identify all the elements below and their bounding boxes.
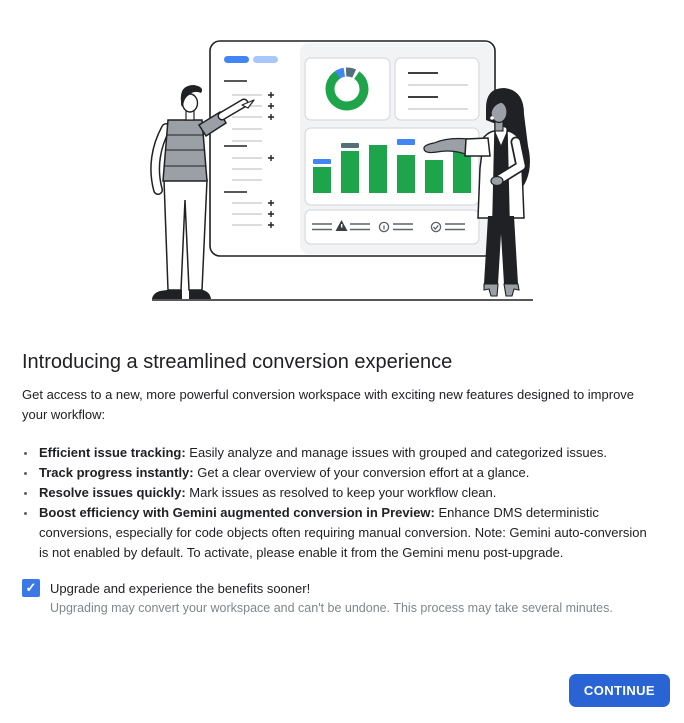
dialog-title: Introducing a streamlined conversion experience xyxy=(22,351,453,373)
feature-body: Get a clear overview of your conversion effort at a glance. xyxy=(193,465,530,480)
feature-item xyxy=(37,483,656,503)
checkmark-icon: ✓ xyxy=(25,580,37,595)
feature-title: Boost efficiency with Gemini augmented conversion in Preview: xyxy=(39,505,435,520)
light-blue-pill xyxy=(253,56,278,63)
feature-body: Enhance DMS deterministic conversions, especially for code objects often requiring manual conversion. Note: Gemini auto-conversion is not enabled by default. To activate, please enable it from the Gemini menu post-upgrade. xyxy=(39,505,647,560)
illustration-svg xyxy=(150,28,535,305)
feature-item xyxy=(37,443,656,463)
checkbox-note: Upgrading may convert your workspace and can't be undone. This process may take several minutes. xyxy=(50,601,613,615)
continue-button[interactable]: CONTINUE xyxy=(569,674,670,707)
upgrade-checkbox[interactable] xyxy=(22,579,40,597)
checkbox-texts xyxy=(50,579,613,617)
feature-body: Mark issues as resolved to keep your workflow clean. xyxy=(185,485,497,500)
feature-body: Easily analyze and manage issues with grouped and categorized issues. xyxy=(185,445,607,460)
feature-title: Track progress instantly: xyxy=(39,465,194,480)
dialog-description: Get access to a new, more powerful conversion workspace with exciting new features designed to improve your workflow: xyxy=(22,387,635,422)
feature-list xyxy=(0,443,656,563)
onboarding-illustration xyxy=(0,0,684,305)
donut-chart-illustration xyxy=(305,58,390,120)
text-card-illustration xyxy=(395,58,479,120)
feature-title: Efficient issue tracking: xyxy=(39,445,186,460)
earring-dot xyxy=(490,116,494,120)
feature-title: Resolve issues quickly: xyxy=(39,485,186,500)
blue-pill xyxy=(224,56,249,63)
status-row-illustration xyxy=(305,210,479,244)
feature-item xyxy=(37,503,656,563)
upgrade-checkbox-row xyxy=(22,579,662,617)
checkbox-label[interactable]: Upgrade and experience the benefits sooner! xyxy=(50,581,311,596)
feature-item xyxy=(37,463,656,483)
